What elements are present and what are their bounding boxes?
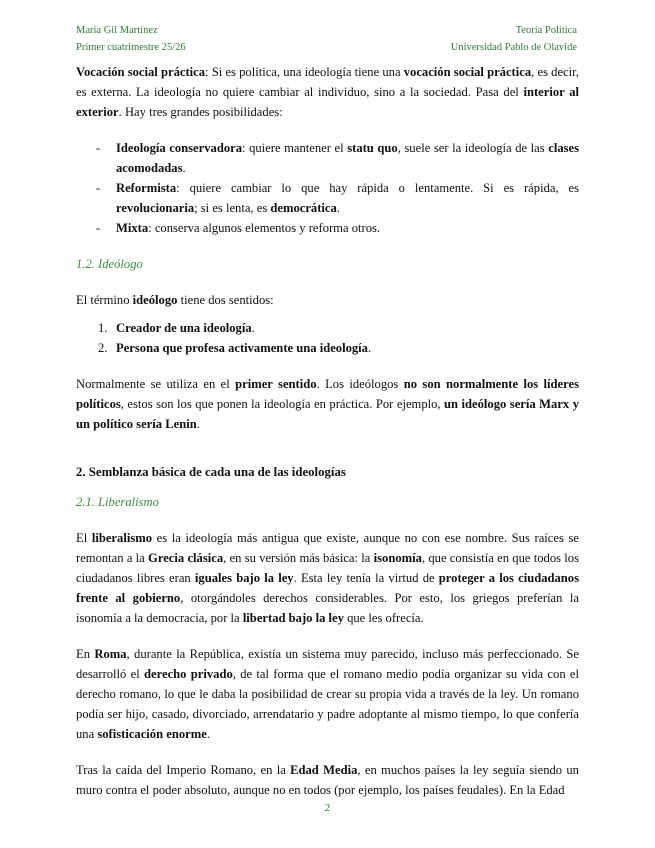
paragraph-vocacion-social: [76, 62, 579, 122]
text-run: ; si es lenta, es: [194, 201, 271, 215]
bold-term: Mixta: [116, 221, 149, 235]
text-run: .: [367, 341, 372, 355]
heading-semblanza: 2. Semblanza básica de cada una de las ideologías: [76, 465, 346, 479]
text-run: , en su versión más básica: la: [223, 551, 374, 565]
bold-term: Ideología conservadora: [116, 141, 243, 155]
paragraph-liberalismo-roma: [76, 644, 579, 744]
bold-term: Vocación social práctica: [76, 65, 206, 79]
text-run: , durante la República, existía un sistema muy parecido, incluso más perfeccionado. Se desarrolló el: [76, 647, 579, 681]
paragraph-ideologo-usage: [76, 374, 579, 434]
text-run: . Esta ley tenía la virtud de: [293, 571, 439, 585]
bold-term: libertad bajo la ley: [242, 611, 344, 625]
header-university: Universidad Pablo de Olavide: [450, 42, 577, 53]
paragraph-ideologo-intro: [76, 290, 579, 310]
bold-term: isonomía: [373, 551, 422, 565]
bold-term: revolucionaria: [116, 201, 195, 215]
list-number: 1.: [98, 321, 108, 335]
paragraph-liberalismo-grecia: [76, 528, 579, 628]
text-run: : conserva algunos elementos y reforma otros.: [148, 221, 381, 235]
bold-term: proteger a los ciudadanos frente al gobierno: [76, 571, 579, 605]
list-item-reformista: [76, 178, 579, 218]
bold-term: clases acomodadas: [116, 141, 580, 175]
text-run: .: [206, 727, 210, 741]
bold-term: Persona que profesa activamente una ideología: [116, 341, 368, 355]
text-run: , estos son los que ponen la ideología en práctica. Por ejemplo,: [120, 397, 445, 411]
ideologo-senses-list: [76, 318, 579, 358]
text-run: Normalmente se utiliza en el: [76, 377, 236, 391]
text-run: , en muchos países la ley seguía siendo un muro contra el poder absoluto, aunque no en todos (por ejemplo, los países feudales). En la Edad: [76, 763, 579, 797]
text-run: : Si es política, una ideología tiene una: [205, 65, 404, 79]
bold-term: iguales bajo la ley: [194, 571, 294, 585]
text-run: .: [182, 161, 186, 175]
bold-term: Grecia clásica: [148, 551, 224, 565]
text-run: , de tal forma que el romano medio podía organizar su vida con el derecho romano, lo que le daba la posibilidad de crear su propia vida a través de la ley. Un romano podía ser hijo, casado, divorciado, arrendatario y padre adoptante al mismo tiempo, lo que confería una: [76, 667, 580, 741]
text-run: es la ideología más antigua que existe, aunque no con ese nombre. Sus raíces se remontan a la: [76, 531, 579, 565]
text-run: tiene dos sentidos:: [177, 293, 274, 307]
bold-term: Reformista: [116, 181, 177, 195]
bold-term: liberalismo: [91, 531, 153, 545]
bold-term: ideólogo: [132, 293, 178, 307]
bold-term: sofisticación enorme: [97, 727, 207, 741]
bold-term: interior al exterior: [76, 85, 579, 119]
list-item-mixta: [76, 218, 579, 238]
header-term: Primer cuatrimestre 25/26: [76, 42, 186, 53]
header-right: [451, 22, 577, 56]
header-subject: Teoría Política: [515, 25, 577, 36]
text-run: El: [76, 531, 92, 545]
text-run: .: [336, 201, 340, 215]
document-body: [76, 62, 579, 800]
header-author: María Gil Martínez: [76, 25, 158, 36]
list-item-persona: [76, 338, 579, 358]
bold-term: Edad Media: [290, 763, 358, 777]
text-run: . Los ideólogos: [316, 377, 404, 391]
text-run: .: [251, 321, 255, 335]
list-item-creador: [76, 318, 579, 338]
heading-liberalismo: 2.1. Liberalismo: [76, 495, 159, 509]
text-run: , suele ser la ideología de las: [397, 141, 549, 155]
text-run: , otorgándoles derechos considerables. Por esto, los griegos preferían la isonomía a la democracia, por la: [76, 591, 579, 625]
bold-term: Roma: [94, 647, 127, 661]
page-number: 2: [324, 802, 331, 814]
bold-term: primer sentido: [235, 377, 317, 391]
text-run: .: [196, 417, 200, 431]
list-item-conservadora: [76, 138, 579, 178]
bold-term: democrática: [270, 201, 337, 215]
text-run: . Hay tres grandes posibilidades:: [118, 105, 283, 119]
paragraph-liberalismo-edad-media: [76, 760, 579, 800]
bold-term: no son normalmente los líderes políticos: [76, 377, 579, 411]
ideology-types-list: [76, 138, 579, 238]
list-number: 2.: [98, 341, 108, 355]
text-run: En: [76, 647, 95, 661]
text-run: : quiere mantener el: [242, 141, 348, 155]
bold-term: un ideólogo sería Marx y un político sería Lenin: [76, 397, 579, 431]
bold-term: derecho privado: [144, 667, 233, 681]
bold-term: Creador de una ideología: [116, 321, 252, 335]
text-run: El término: [76, 293, 133, 307]
bold-term: vocación social práctica: [403, 65, 532, 79]
header-left: [76, 22, 186, 56]
bold-term: statu quo: [347, 141, 398, 155]
text-run: : quiere cambiar lo que hay rápida o lentamente. Si es rápida, es: [176, 181, 579, 195]
text-run: que les ofrecía.: [343, 611, 424, 625]
text-run: Tras la caída del Imperio Romano, en la: [76, 763, 291, 777]
heading-ideologo: 1.2. Ideólogo: [76, 257, 143, 271]
text-run: , es decir, es externa. La ideología no quiere cambiar al individuo, sino a la sociedad. Pasa del: [76, 65, 579, 99]
text-run: , que consistía en que todos los ciudadanos libres eran: [76, 551, 579, 585]
